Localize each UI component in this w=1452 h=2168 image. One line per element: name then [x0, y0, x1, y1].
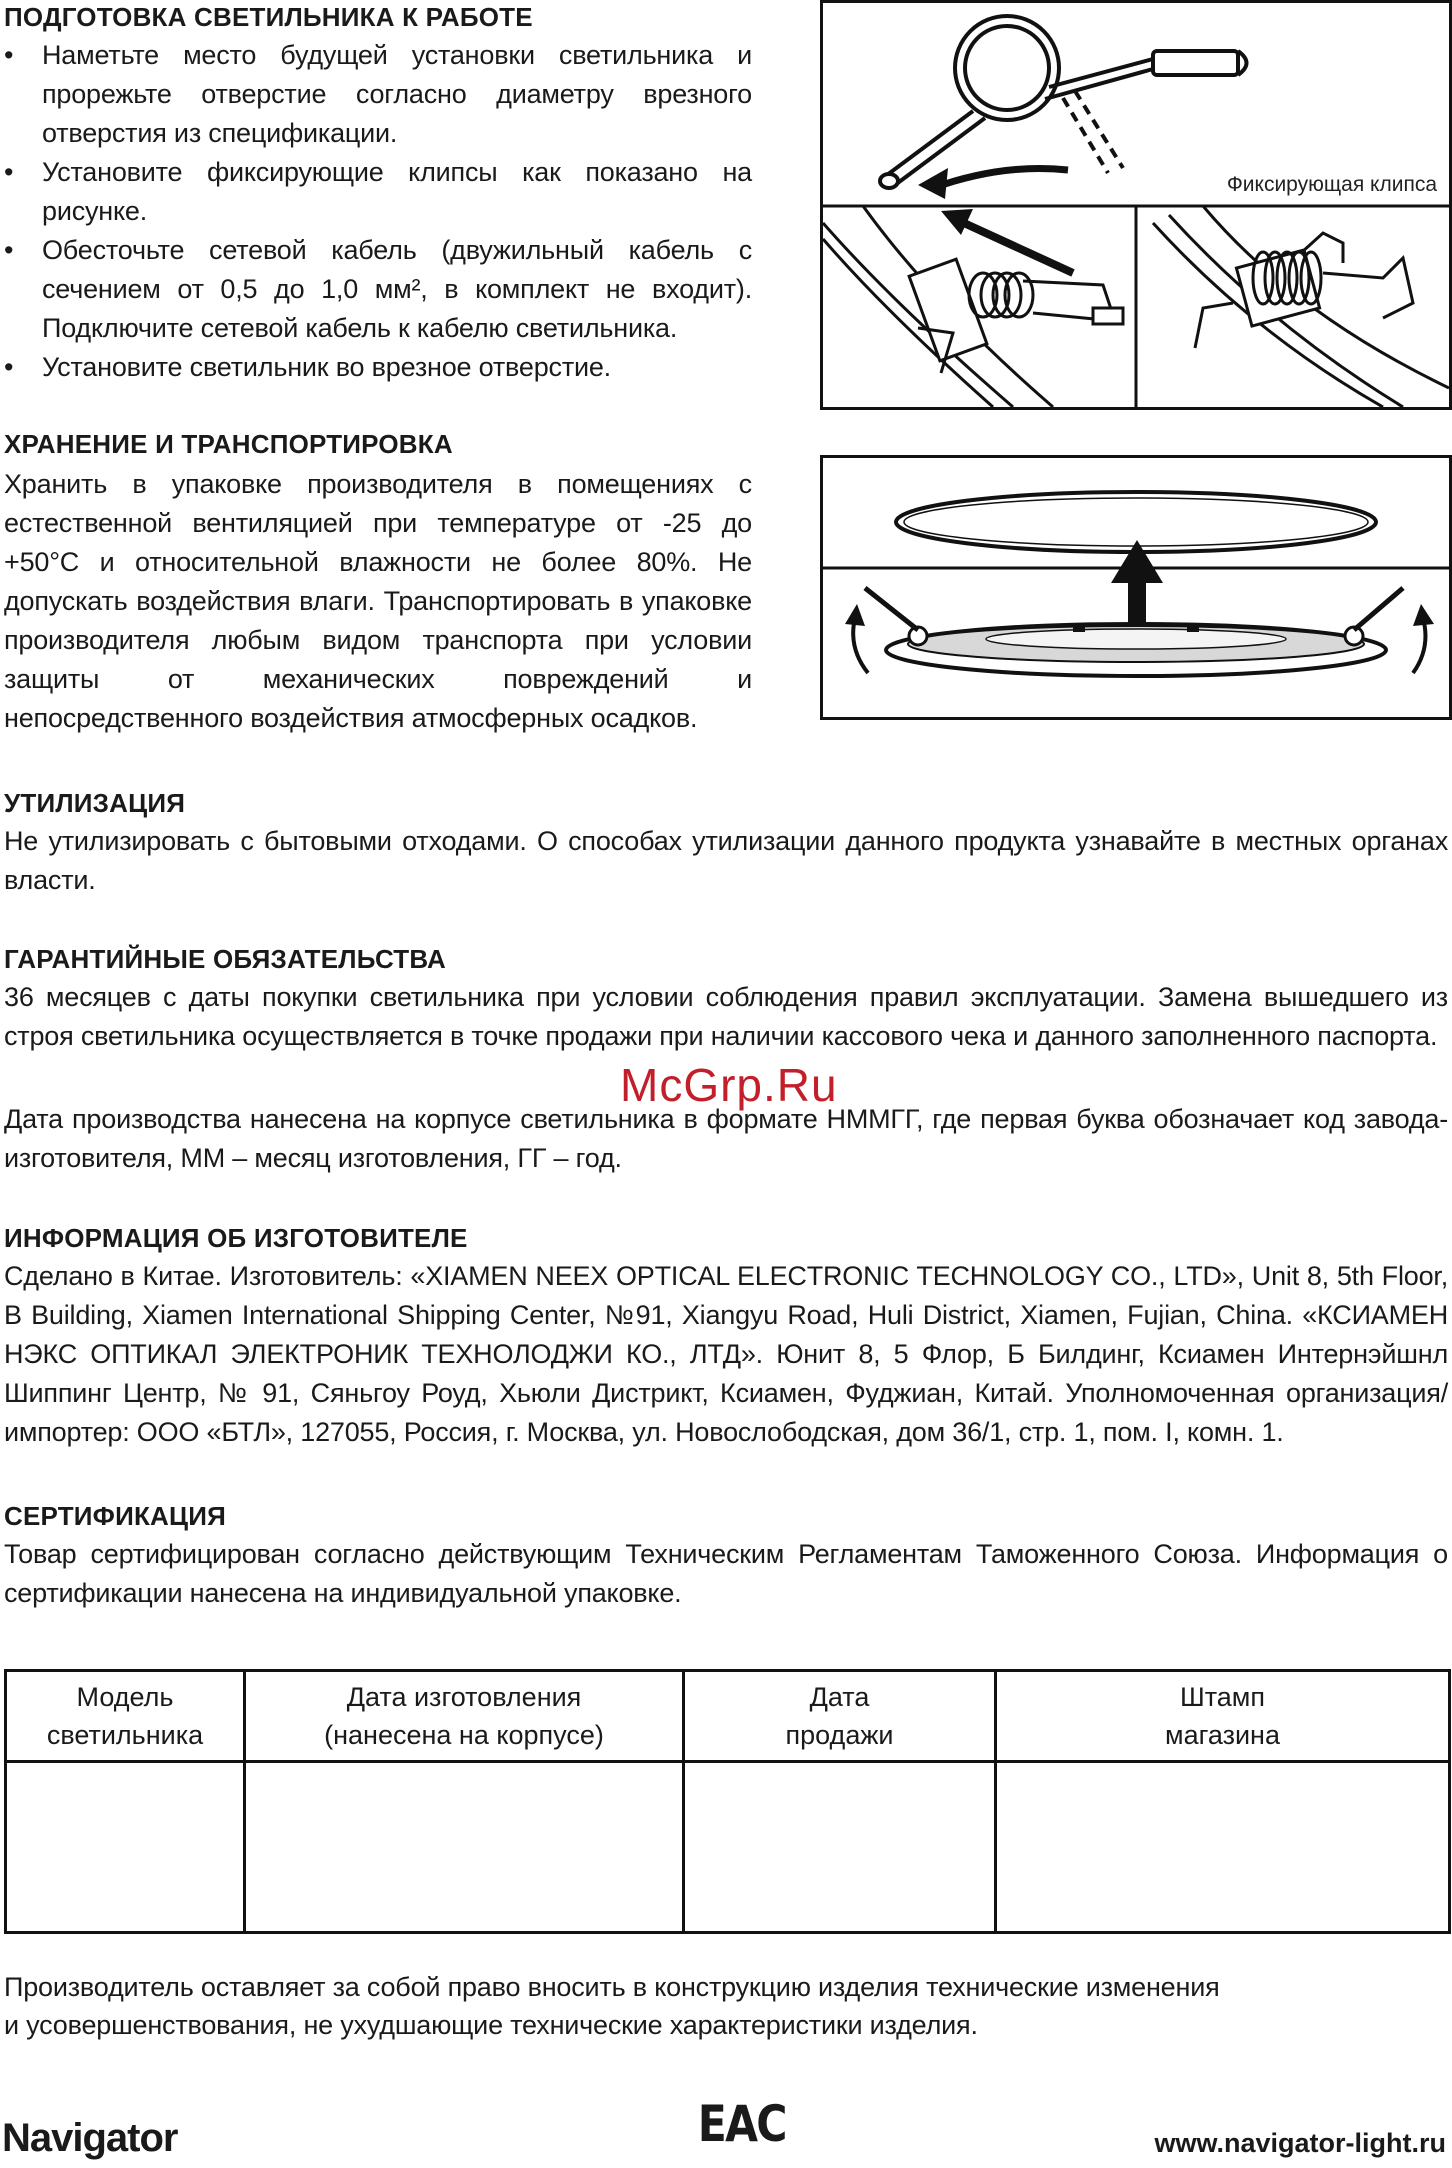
manufacturer-heading: ИНФОРМАЦИЯ ОБ ИЗГОТОВИТЕЛЕ: [4, 1223, 468, 1253]
list-item: • Установите светильник во врезное отверстие.: [0, 348, 752, 387]
footer-note-line1: Производитель оставляет за собой право вносить в конструкцию изделия технические изменения: [4, 1972, 1220, 2002]
disposal-text: Не утилизировать с бытовыми отходами. О способах утилизации данного продукта узнавайте в местных органах власти.: [4, 826, 1448, 895]
certification-heading: СЕРТИФИКАЦИЯ: [4, 1501, 226, 1531]
table-row: [6, 1762, 1450, 1933]
list-item: • Обесточьте сетевой кабель (двужильный кабель с сечением от 0,5 до 1,0 мм², в комплект не входит). Подключите сетевой кабель к кабелю светильника.: [0, 231, 752, 348]
website-link[interactable]: www.navigator-light.ru: [1154, 2128, 1446, 2158]
disposal-heading: УТИЛИЗАЦИЯ: [4, 788, 186, 818]
manufacturer-text: Сделано в Китае. Изготовитель: «XIAMEN NEEX OPTICAL ELECTRONIC TECHNOLOGY CO., LTD», Unit 8, 5th Floor, B Building, Xiamen International Shipping Center, №91, Xiangyu Road, Huli District, Xiamen, Fujian, China. «КСИАМЕН НЭКС ОПТИКАЛ ЭЛЕКТРОНИК ТЕХНОЛОДЖИ КО., ЛТД». Юнит 8, 5 Флор, Б Билдинг, Ксиамен Интернэйшнл Шиппинг Центр, № 91, Сяньгоу Роуд, Хьюли Дистрикт, Ксиамен, Фуджиан, Китай. Уполномоченная организация/импортер: ООО «БТЛ», 127055, Россия, г. Москва, ул. Новослободская, дом 36/1, стр. 1, пом. I, комн. 1.: [4, 1261, 1448, 1447]
table-cell-sale-date[interactable]: [684, 1762, 996, 1933]
warranty-heading: ГАРАНТИЙНЫЕ ОБЯЗАТЕЛЬСТВА: [4, 944, 447, 974]
certification-text: Товар сертифицирован согласно действующим Техническим Регламентам Таможенного Союза. Информация о сертификации нанесена на индивидуальной упаковке.: [4, 1539, 1448, 1608]
table-header-store-stamp: Штамп магазина: [996, 1671, 1450, 1762]
prep-heading: ПОДГОТОВКА СВЕТИЛЬНИКА К РАБОТЕ: [4, 2, 533, 32]
passport-table-wrap: [4, 1669, 1448, 1934]
table-header-row: [6, 1671, 1450, 1762]
table-header-manufacture-date: Дата изготовления (нанесена на корпусе): [245, 1671, 684, 1762]
clip-caption: Фиксирующая клипса: [1226, 173, 1437, 196]
list-item: • Установите фиксирующие клипсы как показано на рисунке.: [0, 153, 752, 231]
passport-table: [4, 1669, 1451, 1934]
warranty-date-text: Дата производства нанесена на корпусе светильника в формате НММГГ, где первая буква обозначает код завода-изготовителя, ММ – месяц изготовления, ГГ – год.: [4, 1104, 1448, 1173]
list-item: • Наметьте место будущей установки светильника и прорежьте отверстие согласно диаметру врезного отверстия из спецификации.: [0, 36, 752, 153]
storage-heading: ХРАНЕНИЕ И ТРАНСПОРТИРОВКА: [4, 429, 453, 459]
warranty-text: 36 месяцев с даты покупки светильника при условии соблюдения правил эксплуатации. Замена вышедшего из строя светильника осуществляется в точке продажи при наличии кассового чека и данного заполненного паспорта.: [4, 982, 1448, 1051]
clip-illustration: [823, 3, 1449, 407]
table-header-sale-date: Дата продажи: [684, 1671, 996, 1762]
prep-bullet-list: [0, 36, 752, 387]
storage-text: Хранить в упаковке производителя в помещениях с естественной вентиляцией при температуре от -25 до +50°C и относительной влажности не более 80%. Не допускать воздействия влаги. Транспортировать в упаковке производителя любым видом транспорта при условии защиты от механических повреждений и непосредственного воздействия атмосферных осадков.: [4, 469, 752, 733]
clip-figure: [820, 0, 1452, 410]
table-header-model: Модель светильника: [6, 1671, 245, 1762]
panel-illustration: [823, 458, 1449, 717]
table-cell-manufacture-date[interactable]: [245, 1762, 684, 1933]
navigator-logo: Navigator: [2, 2116, 178, 2160]
table-cell-store-stamp[interactable]: [996, 1762, 1450, 1933]
eac-mark: EAC: [697, 2095, 786, 2153]
watermark: McGrp.Ru: [620, 1059, 838, 1111]
footer-note-line2: и усовершенствования, не ухудшающие технические характеристики изделия.: [4, 2010, 978, 2040]
panel-figure: [820, 455, 1452, 720]
table-cell-model[interactable]: [6, 1762, 245, 1933]
